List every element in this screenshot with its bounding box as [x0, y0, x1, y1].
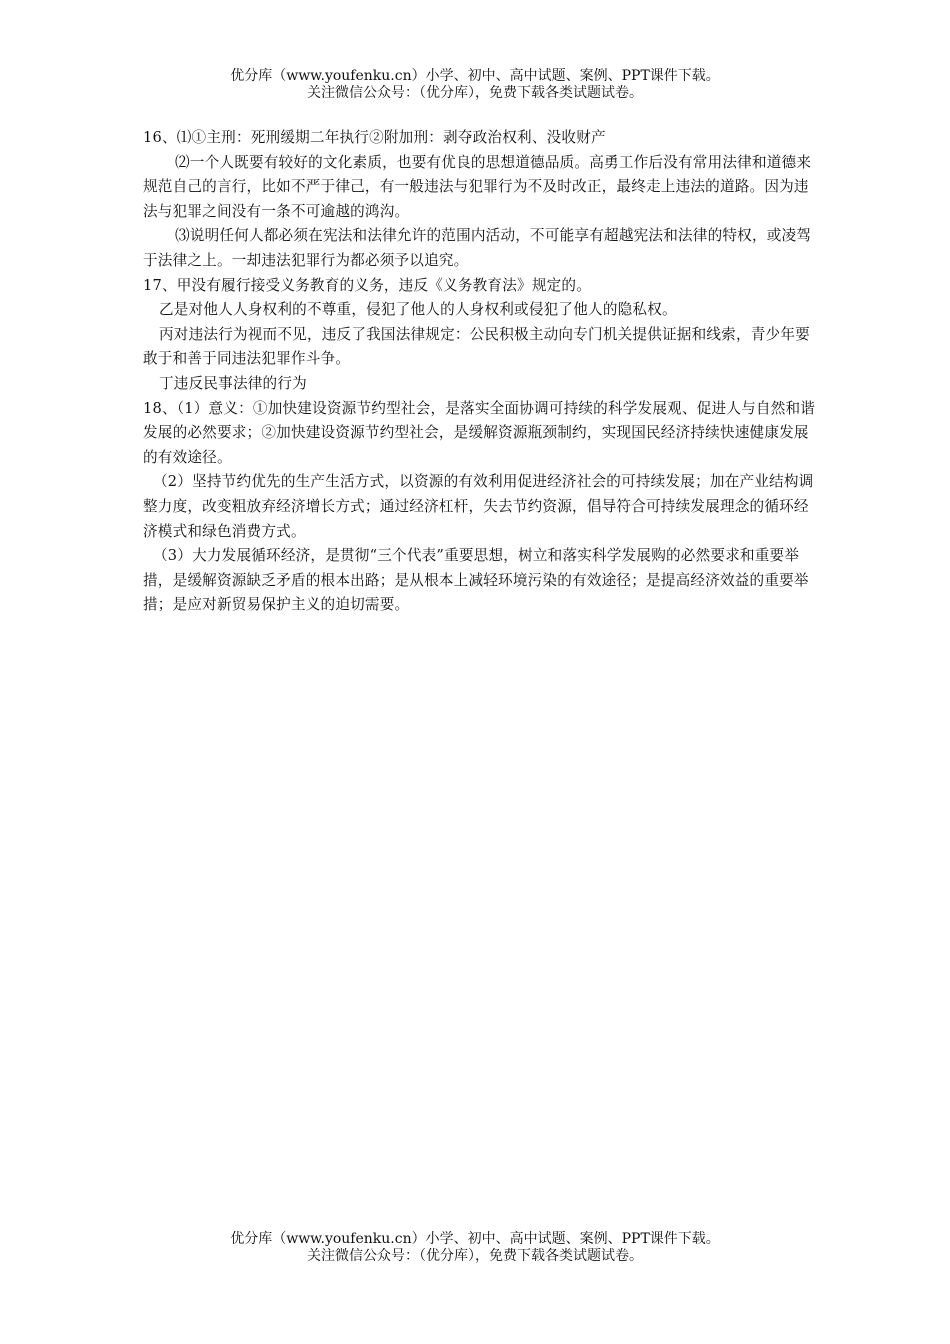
- answer-16-part-1: 16、⑴①主刑：死刑缓期二年执行②附加刑：剥夺政治权利、没收财产: [143, 129, 606, 146]
- answer-18-part-2: （2）坚持节约优先的生产生活方式，以资源的有效利用促进经济社会的可持续发展；加在产业结构调整力度，改变粗放弃经济增长方式；通过经济杠杆，失去节约资源，倡导符合可持续发展理念的循环经济模式和绿色消费方式。: [143, 473, 814, 540]
- answer-16-part-2: ⑵一个人既要有较好的文化素质，也要有优良的思想道德品质。高勇工作后没有常用法律和道德来规范自己的言行，比如不严于律己，有一般违法与犯罪行为不及时改正，最终走上违法的道路。因为违法与犯罪之间没有一条不可逾越的鸿沟。: [143, 153, 812, 220]
- page-header: [0, 68, 950, 102]
- header-line-1: 优分库（www.youfenku.cn）小学、初中、高中试题、案例、PPT课件下载。: [230, 68, 720, 84]
- answer-content: [143, 126, 818, 618]
- answer-18-part-3: （3）大力发展循环经济，是贯彻“三个代表”重要思想，树立和落实科学发展购的必然要求和重要举措，是缓解资源缺乏矛盾的根本出路；是从根本上减轻环境污染的有效途径；是提高经济效益的重要举措；是应对新贸易保护主义的迫切需要。: [143, 547, 809, 614]
- footer-line-2: 关注微信公众号：（优分库），免费下载各类试题试卷。: [307, 1248, 643, 1264]
- answer-16-part-3: ⑶说明任何人都必须在宪法和法律允许的范围内活动，不可能享有超越宪法和法律的特权，或凌驾于法律之上。一却违法犯罪行为都必须予以追究。: [143, 227, 812, 269]
- answer-17-part-b: 乙是对他人人身权利的不尊重，侵犯了他人的人身权利或侵犯了他人的隐私权。: [159, 301, 677, 319]
- answer-18-part-1: 18、（1）意义：①加快建设资源节约型社会，是落实全面协调可持续的科学发展观、促进人与自然和谐发展的必然要求；②加快建设资源节约型社会，是缓解资源瓶颈制约，实现国民经济持续快速健康发展的有效途径。: [143, 399, 816, 466]
- footer-line-1: 优分库（www.youfenku.cn）小学、初中、高中试题、案例、PPT课件下载。: [230, 1231, 720, 1247]
- header-line-2: 关注微信公众号：（优分库），免费下载各类试题试卷。: [307, 85, 643, 101]
- answer-17-part-c: 丙对违法行为视而不见，违反了我国法律规定：公民积极主动向专门机关提供证据和线索，青少年要敢于和善于同违法犯罪作斗争。: [143, 325, 810, 368]
- answer-17-part-d: 丁违反民事法律的行为: [159, 374, 307, 392]
- answer-17-part-a: 17、甲没有履行接受义务教育的义务，违反《义务教育法》规定的。: [143, 276, 591, 294]
- page-footer: [0, 1231, 950, 1265]
